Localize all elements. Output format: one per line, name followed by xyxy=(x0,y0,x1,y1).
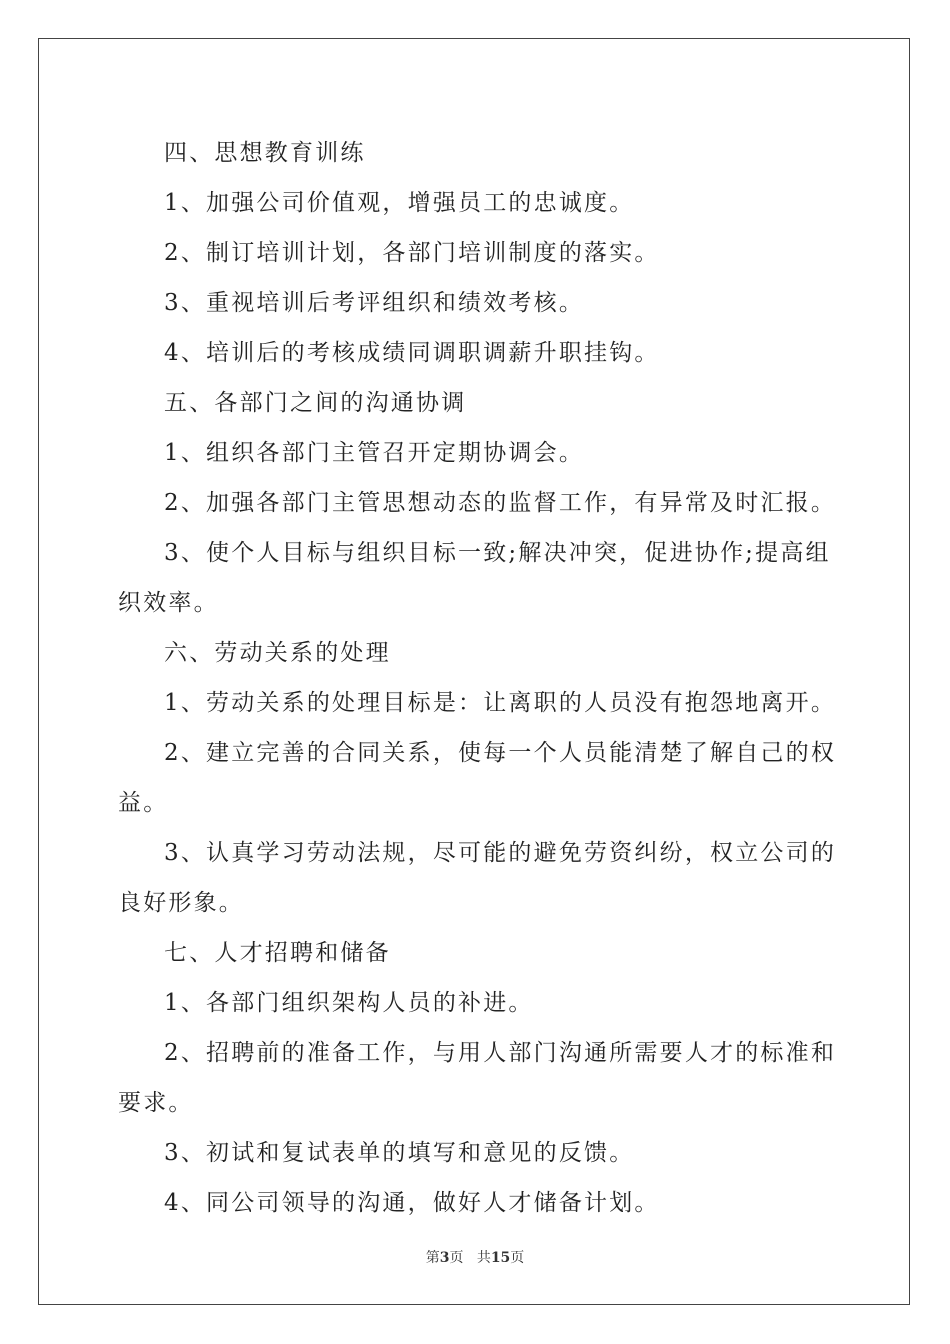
page-prefix: 第 xyxy=(425,1250,440,1266)
paragraph: 3、认真学习劳动法规，尽可能的避免劳资纠纷，权立公司的良好形象。 xyxy=(118,840,837,916)
document-body xyxy=(118,128,840,1228)
paragraph: 3、重视培训后考评组织和绩效考核。 xyxy=(164,290,585,316)
section-heading-education: 四、思想教育训练 xyxy=(164,140,366,166)
paragraph: 2、制订培训计划，各部门培训制度的落实。 xyxy=(164,240,660,266)
page-total: 15 xyxy=(490,1250,511,1266)
total-prefix: 共 xyxy=(476,1250,491,1266)
page-current: 3 xyxy=(439,1250,450,1266)
section-heading-communication: 五、各部门之间的沟通协调 xyxy=(164,390,467,416)
paragraph: 4、同公司领导的沟通，做好人才储备计划。 xyxy=(164,1190,660,1216)
page-unit: 页 xyxy=(449,1250,464,1266)
paragraph: 2、招聘前的准备工作，与用人部门沟通所需要人才的标准和要求。 xyxy=(118,1040,837,1116)
section-heading-labor-relations: 六、劳动关系的处理 xyxy=(164,640,391,666)
paragraph: 1、组织各部门主管召开定期协调会。 xyxy=(164,440,585,466)
paragraph: 2、建立完善的合同关系，使每一个人员能清楚了解自己的权益。 xyxy=(118,740,837,816)
paragraph: 3、初试和复试表单的填写和意见的反馈。 xyxy=(164,1140,635,1166)
section-heading-recruitment: 七、人才招聘和储备 xyxy=(164,940,391,966)
paragraph: 3、使个人目标与组织目标一致;解决冲突，促进协作;提高组织效率。 xyxy=(118,540,831,616)
paragraph: 4、培训后的考核成绩同调职调薪升职挂钩。 xyxy=(164,340,660,366)
paragraph: 1、劳动关系的处理目标是：让离职的人员没有抱怨地离开。 xyxy=(164,690,837,716)
paragraph: 1、各部门组织架构人员的补进。 xyxy=(164,990,534,1016)
page-footer xyxy=(0,1247,950,1267)
total-unit: 页 xyxy=(510,1250,525,1266)
paragraph: 2、加强各部门主管思想动态的监督工作，有异常及时汇报。 xyxy=(164,490,837,516)
paragraph: 1、加强公司价值观，增强员工的忠诚度。 xyxy=(164,190,635,216)
